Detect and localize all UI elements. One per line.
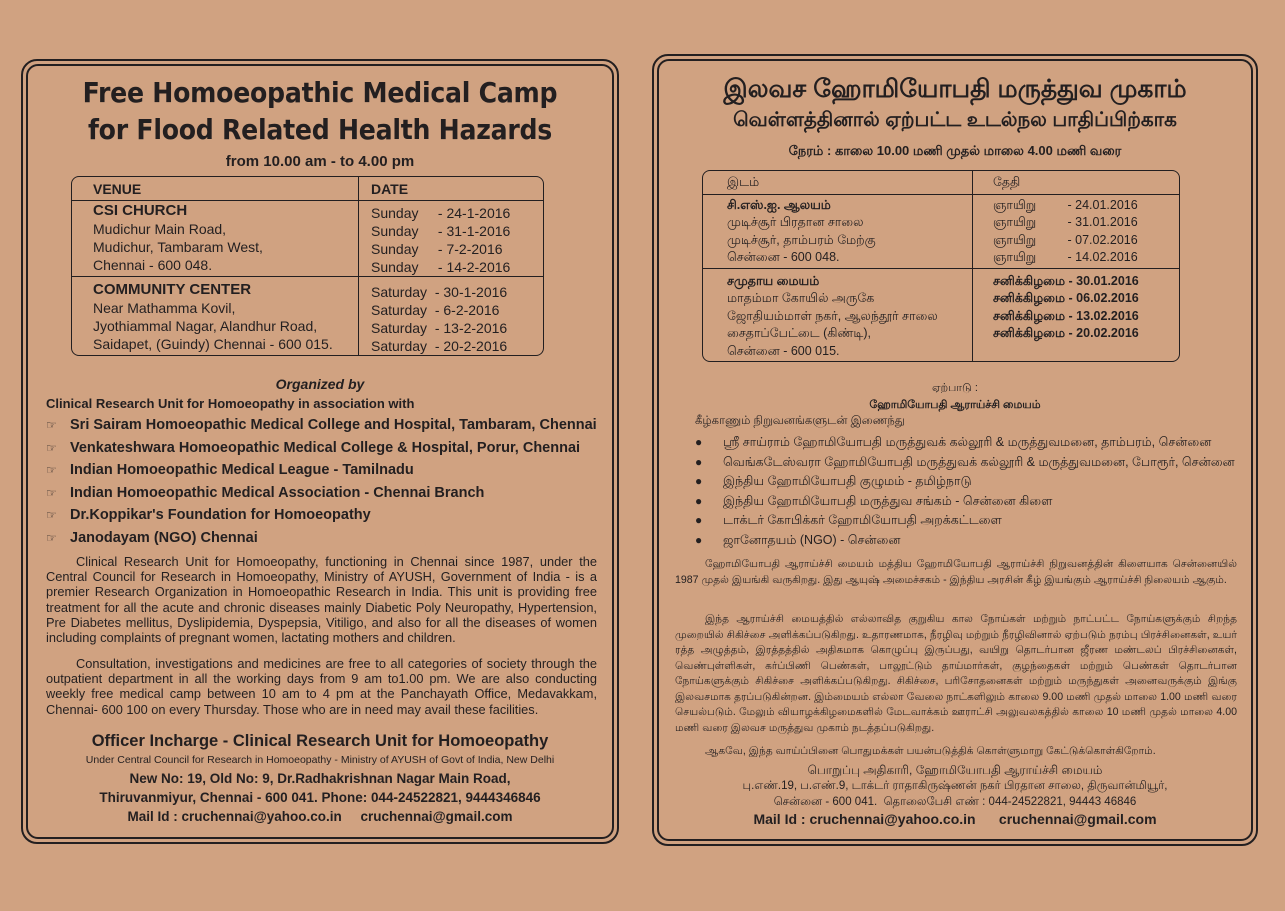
pointing-hand-icon: ☞: [46, 485, 57, 500]
list-item: [46, 459, 597, 482]
filled-circle-icon: ●: [695, 493, 703, 508]
venue-address-line: சென்னை - 600 048.: [727, 250, 840, 264]
tamil-schedule-table: [702, 170, 1180, 362]
organization-name: டாக்டர் கோபிக்கர் ஹோமியோபதி அறக்கட்டளை: [723, 513, 1002, 527]
organization-name: Sri Sairam Homoeopathic Medical College and Hospital, Tambaram, Chennai: [70, 417, 597, 433]
venue-cell-2: [703, 269, 973, 362]
tamil-title-line1: இலவச ஹோமியோபதி மருத்துவ முகாம்: [723, 75, 1187, 103]
organization-name: Indian Homoeopathic Medical League - Tamilnadu: [70, 462, 414, 478]
arrangement-label: ஏற்பாடு :: [932, 382, 978, 394]
date-entry: Saturday - 30-1-2016: [371, 284, 508, 300]
date-entry: Sunday - 14-2-2016: [371, 259, 511, 275]
dates-cell-2: [973, 269, 1179, 362]
address-line-2: Thiruvanmiyur, Chennai - 600 041. Phone: 044-24522821, 9444346846: [99, 790, 541, 805]
date-entry: சனிக்கிழமை - 30.01.2016: [993, 273, 1139, 288]
date-header: தேதி: [973, 171, 1179, 195]
list-item: [46, 437, 597, 460]
date-entry: ஞாயிறு - 14.02.2016: [993, 250, 1138, 264]
list-item: [695, 433, 1235, 453]
organization-name: ஸ்ரீ சாய்ராம் ஹோமியோபதி மருத்துவக் கல்லூரி & மருத்துவமனை, தாம்பரம், சென்னை: [723, 435, 1212, 449]
venue-address-line: மாதம்மா கோயில் அருகே: [727, 291, 875, 305]
venue-address-line: முடிச்சூர் பிரதான சாலை: [727, 215, 864, 229]
english-flyer-inner-border: [26, 64, 614, 839]
list-item: [46, 414, 597, 437]
crhu-association-line: Clinical Research Unit for Homoeopathy in association with: [46, 396, 415, 411]
english-schedule-table: [71, 176, 544, 356]
tamil-paragraph-1: ஹோமியோபதி ஆராய்ச்சி மையம் மத்திய ஹோமியோபதி ஆராய்ச்சி நிறுவனத்தின் கிளையாக சென்னையில் 1987 முதல் இயங்கி வருகிறது. இது ஆயுஷ் அமைச்சகம் - இந்திய அரசின் கீழ் இயங்கும் ஆராய்ச்சி நிலையம் ஆகும்.: [675, 558, 1237, 586]
organization-name: Indian Homoeopathic Medical Association - Chennai Branch: [70, 484, 485, 501]
english-paragraph-1: Clinical Research Unit for Homoeopathy, functioning in Chennai since 1987, under the Central Council for Research in Homoeopathy, Ministry of AYUSH, Government of India - is a premier Research Organization in Homoeopathic Research in India. This unit is providing free treatment for all the acute and chronic diseases mainly Diabetic Poly Neuropathy, Hypertension, Pre Diabetes mellitus, Dyslipidemia, Dyspepsia, Vitiligo, and also for all the diseases of women including complaints of pregnant women, lactating mothers and children.: [46, 554, 597, 646]
organization-name: வெங்கடேஸ்வரா ஹோமியோபதி மருத்துவக் கல்லூரி & மருத்துவமனை, போரூர், சென்னை: [723, 454, 1235, 469]
in-association-line: கீழ்காணும் நிறுவனங்களுடன் இணைந்து: [695, 415, 905, 427]
organization-name: Janodayam (NGO) Chennai: [70, 529, 258, 546]
organization-name: Dr.Koppikar's Foundation for Homoeopathy: [70, 507, 371, 523]
list-item: [695, 531, 1235, 551]
filled-circle-icon: ●: [695, 454, 703, 469]
dates-cell-1: [973, 195, 1179, 269]
organization-name: இந்திய ஹோமியோபதி குழுமம் - தமிழ்நாடு: [723, 474, 972, 488]
research-center-name: ஹோமியோபதி ஆராய்ச்சி மையம்: [869, 399, 1041, 411]
list-item: [46, 504, 597, 527]
organization-name: ஜானோதயம் (NGO) - சென்னை: [723, 532, 901, 547]
venue-address-line: Near Mathamma Kovil,: [93, 300, 236, 316]
dates-cell-2: [359, 277, 543, 355]
organization-name: இந்திய ஹோமியோபதி மருத்துவ சங்கம் - சென்னை கிளை: [723, 493, 1053, 508]
date-entry: சனிக்கிழமை - 06.02.2016: [993, 291, 1139, 305]
english-flyer-panel: [21, 59, 619, 844]
tamil-address-line-2: சென்னை - 600 041. தொலைபேசி எண் : 044-24522821, 94443 46846: [773, 796, 1137, 808]
officer-title: Officer Incharge - Clinical Research Unit for Homoeopathy: [91, 732, 549, 750]
venue-header: VENUE: [72, 177, 359, 201]
pointing-hand-icon: ☞: [46, 418, 57, 432]
venue-address-line: ஜோதியம்மாள் நகர், ஆலந்தூர் சாலை: [727, 308, 938, 323]
venue-address-line: Jyothiammal Nagar, Alandhur Road,: [93, 318, 318, 334]
venue-name: சி.எஸ்.ஐ. ஆலயம்: [727, 197, 831, 212]
mail-ids: Mail Id : cruchennai@yahoo.co.in cruchennai@gmail.com: [127, 809, 513, 824]
date-entry: Sunday - 24-1-2016: [371, 205, 511, 221]
tamil-paragraph-2: இந்த ஆராய்ச்சி மையத்தில் எல்லாவித குறுகிய கால நோய்கள் மற்றும் நாட்பட்ட நோய்களுக்கும் சிறந்த முறையில் சிகிச்சை அளிக்கப்படுகிறது. உதாரணமாக, நீரழிவு மற்றும் நீரழிவினால் ஏற்படும் நரம்பு பிரச்சினைகள், உயர் ரத்த அழுத்தம், இரத்தத்தில் அதிகமாக கொழுப்பு இருப்பது, வயிறு தொடர்பான ஜீரண மண்டலப் பிரச்சினைகள், வெண்புள்ளிகள், கர்ப்பிணி பெண்கள், பாலூட்டும் தாய்மார்கள், குழந்தைகள் மற்றும் பெண்கள் தொடர்பான நோய்களுக்கும் சிகிச்சை அளிக்கப்படுகிறது. சிகிச்சை, பரிசோதனைகள் மற்றும் மருந்துகள் அனைவருக்கும் இங்கு இலவசமாக தரப்படுகின்றன. இம்மையம் எல்லா வேலை நாட்களிலும் காலை 9.00 மணி முதல் மாலை 1.00 மணி வரை செயல்படும். மேலும் வியாழக்கிழமைகளில் மேடவாக்கம் ஊராட்சி அலுவலகத்தில் காலை 10 மணி முதல் மாலை 4.00 மணி வரை இலவச மருத்துவ முகாம் நடத்தப்படுகிறது.: [675, 613, 1237, 734]
list-item: [695, 492, 1235, 512]
english-organization-list: [46, 414, 597, 549]
tamil-time: நேரம் : காலை 10.00 மணி முதல் மாலை 4.00 மணி வரை: [788, 143, 1122, 158]
venue-address-line: Chennai - 600 048.: [93, 257, 213, 273]
english-title-line1: Free Homoeopathic Medical Camp: [82, 76, 558, 109]
tamil-mail-ids: Mail Id : cruchennai@yahoo.co.in cruchennai@gmail.com: [753, 811, 1157, 827]
list-item: [46, 527, 597, 550]
date-entry: Sunday - 7-2-2016: [371, 241, 503, 257]
date-entry: ஞாயிறு - 31.01.2016: [993, 215, 1138, 229]
organized-by: Organized by: [275, 376, 365, 392]
venue-cell-1: [703, 195, 973, 269]
date-entry: சனிக்கிழமை - 13.02.2016: [993, 308, 1139, 323]
tamil-organization-list: [695, 433, 1235, 550]
venue-name: COMMUNITY CENTER: [93, 281, 252, 298]
venue-cell-2: [72, 277, 359, 355]
filled-circle-icon: ●: [695, 474, 703, 488]
date-entry: சனிக்கிழமை - 20.02.2016: [993, 326, 1139, 340]
date-header: DATE: [359, 177, 543, 201]
venue-address-line: சென்னை - 600 015.: [727, 343, 840, 358]
date-entry: ஞாயிறு - 07.02.2016: [993, 232, 1138, 247]
venue-address-line: முடிச்சூர், தாம்பரம் மேற்கு: [727, 232, 876, 247]
pointing-hand-icon: ☞: [46, 463, 57, 477]
tamil-officer-title: பொறுப்பு அதிகாரி, ஹோமியோபதி ஆராய்ச்சி மையம்: [807, 763, 1103, 777]
tamil-flyer-panel: [652, 54, 1258, 846]
filled-circle-icon: ●: [695, 513, 703, 527]
venue-name: சமுதாய மையம்: [727, 273, 820, 288]
filled-circle-icon: ●: [695, 435, 703, 449]
tamil-address-line-1: பு.எண்.19, ப.எண்.9, டாக்டர் ராதாகிருஷ்ணன் நகர் பிரதான சாலை, திருவான்மியூர்,: [742, 780, 1168, 792]
pointing-hand-icon: ☞: [46, 530, 57, 545]
filled-circle-icon: ●: [695, 532, 703, 547]
date-entry: Saturday - 13-2-2016: [371, 320, 508, 336]
pointing-hand-icon: ☞: [46, 508, 57, 522]
dates-cell-1: [359, 201, 543, 277]
english-time: from 10.00 am - to 4.00 pm: [225, 153, 415, 170]
english-title-line2: for Flood Related Health Hazards: [87, 113, 553, 146]
tamil-paragraph-3: ஆகவே, இந்த வாய்ப்பினை பொதுமக்கள் பயன்படுத்திக் கொள்ளுமாறு கேட்டுக்கொள்கிறோம்.: [705, 745, 1156, 757]
venue-address-line: Mudichur Main Road,: [93, 221, 227, 237]
venue-cell-1: [72, 201, 359, 277]
pointing-hand-icon: ☞: [46, 440, 57, 455]
venue-header: இடம்: [703, 171, 973, 195]
tamil-title-line2: வெள்ளத்தினால் ஏற்பட்ட உடல்நல பாதிப்பிற்காக: [733, 109, 1177, 131]
list-item: [695, 453, 1235, 473]
venue-address-line: சைதாப்பேட்டை (கிண்டி),: [727, 326, 871, 340]
list-item: [46, 482, 597, 505]
organization-name: Venkateshwara Homoeopathic Medical College & Hospital, Porur, Chennai: [70, 439, 581, 456]
english-paragraph-2: Consultation, investigations and medicines are free to all categories of society through the outpatient department in all the working days from 9 am to1.00 pm. We are also conducting weekly free medical camp between 10 am to 4 pm at the Panchayath Office, Medavakkam, Chennai- 600 100 on every Thursday. Those who are in need may avail these facilities.: [46, 656, 597, 717]
list-item: [695, 511, 1235, 531]
officer-subtitle: Under Central Council for Research in Homoeopathy - Ministry of AYUSH of Govt of India, New Delhi: [85, 754, 555, 766]
date-entry: Saturday - 20-2-2016: [371, 338, 508, 354]
date-entry: Sunday - 31-1-2016: [371, 223, 511, 239]
list-item: [695, 472, 1235, 492]
tamil-flyer-inner-border: [657, 59, 1253, 841]
date-entry: ஞாயிறு - 24.01.2016: [993, 197, 1138, 212]
venue-name: CSI CHURCH: [93, 202, 188, 219]
venue-address-line: Saidapet, (Guindy) Chennai - 600 015.: [93, 336, 333, 352]
venue-address-line: Mudichur, Tambaram West,: [93, 239, 263, 255]
address-line-1: New No: 19, Old No: 9, Dr.Radhakrishnan Nagar Main Road,: [129, 771, 511, 786]
date-entry: Saturday - 6-2-2016: [371, 302, 500, 318]
